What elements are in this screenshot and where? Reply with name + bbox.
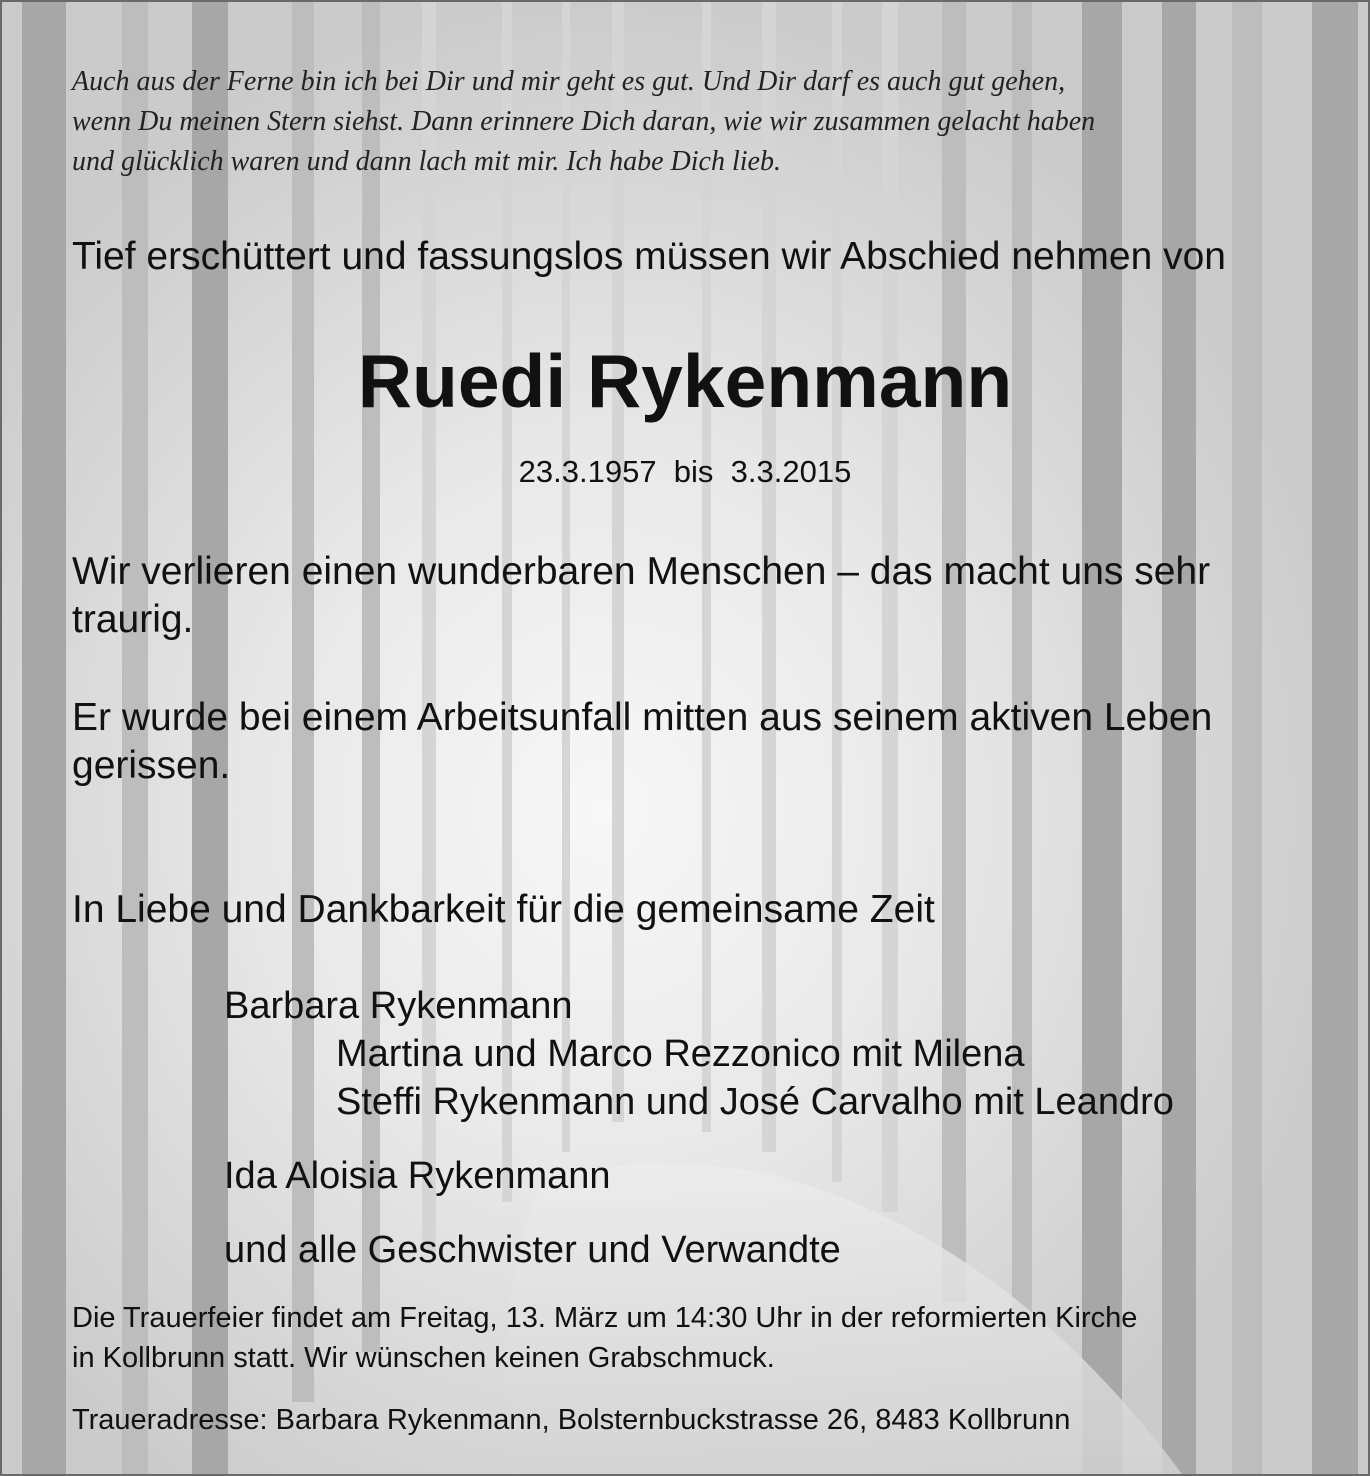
quote-text [72, 62, 1095, 182]
paragraph-line: Wir verlieren einen wunderbaren Menschen – das macht uns sehr [72, 550, 1211, 593]
life-dates: 23.3.1957 bis 3.3.2015 [518, 454, 852, 489]
funeral-line: in Kollbrunn statt. Wir wünschen keinen Grabschmuck. [72, 1342, 775, 1374]
paragraph-accident [72, 694, 1212, 790]
mourning-address: Traueradresse: Barbara Rykenmann, Bolsternbuckstrasse 26, 8483 Kollbrunn [72, 1404, 1071, 1436]
quote-line: wenn Du meinen Stern siehst. Dann erinnere Dich daran, wie wir zusammen gelacht haben [72, 106, 1096, 137]
quote-line: Auch aus der Ferne bin ich bei Dir und mir geht es gut. Und Dir darf es auch gut gehen, [72, 66, 1066, 97]
paragraph-line: gerissen. [72, 744, 231, 787]
funeral-info [72, 1298, 1137, 1378]
intro-text: Tief erschüttert und fassungslos müssen wir Abschied nehmen von [72, 235, 1226, 278]
mourner-name: Steffi Rykenmann und José Carvalho mit Leandro [336, 1081, 1174, 1123]
paragraph-line: traurig. [72, 598, 194, 641]
mourner-name: Martina und Marco Rezzonico mit Milena [336, 1033, 1025, 1075]
quote-line: und glücklich waren und dann lach mit mir. Ich habe Dich lieb. [72, 146, 781, 177]
closing-text: In Liebe und Dankbarkeit für die gemeinsame Zeit [72, 888, 935, 931]
mourner-name: Barbara Rykenmann [224, 985, 573, 1027]
paragraph-line: Er wurde bei einem Arbeitsunfall mitten aus seinem aktiven Leben [72, 696, 1213, 739]
funeral-line: Die Trauerfeier findet am Freitag, 13. März um 14:30 Uhr in der reformierten Kirche [72, 1302, 1138, 1334]
paragraph-loss [72, 548, 1210, 644]
mourner-name: Ida Aloisia Rykenmann [224, 1155, 611, 1197]
deceased-name: Ruedi Rykenmann [357, 339, 1013, 423]
mourner-name: und alle Geschwister und Verwandte [224, 1229, 841, 1271]
